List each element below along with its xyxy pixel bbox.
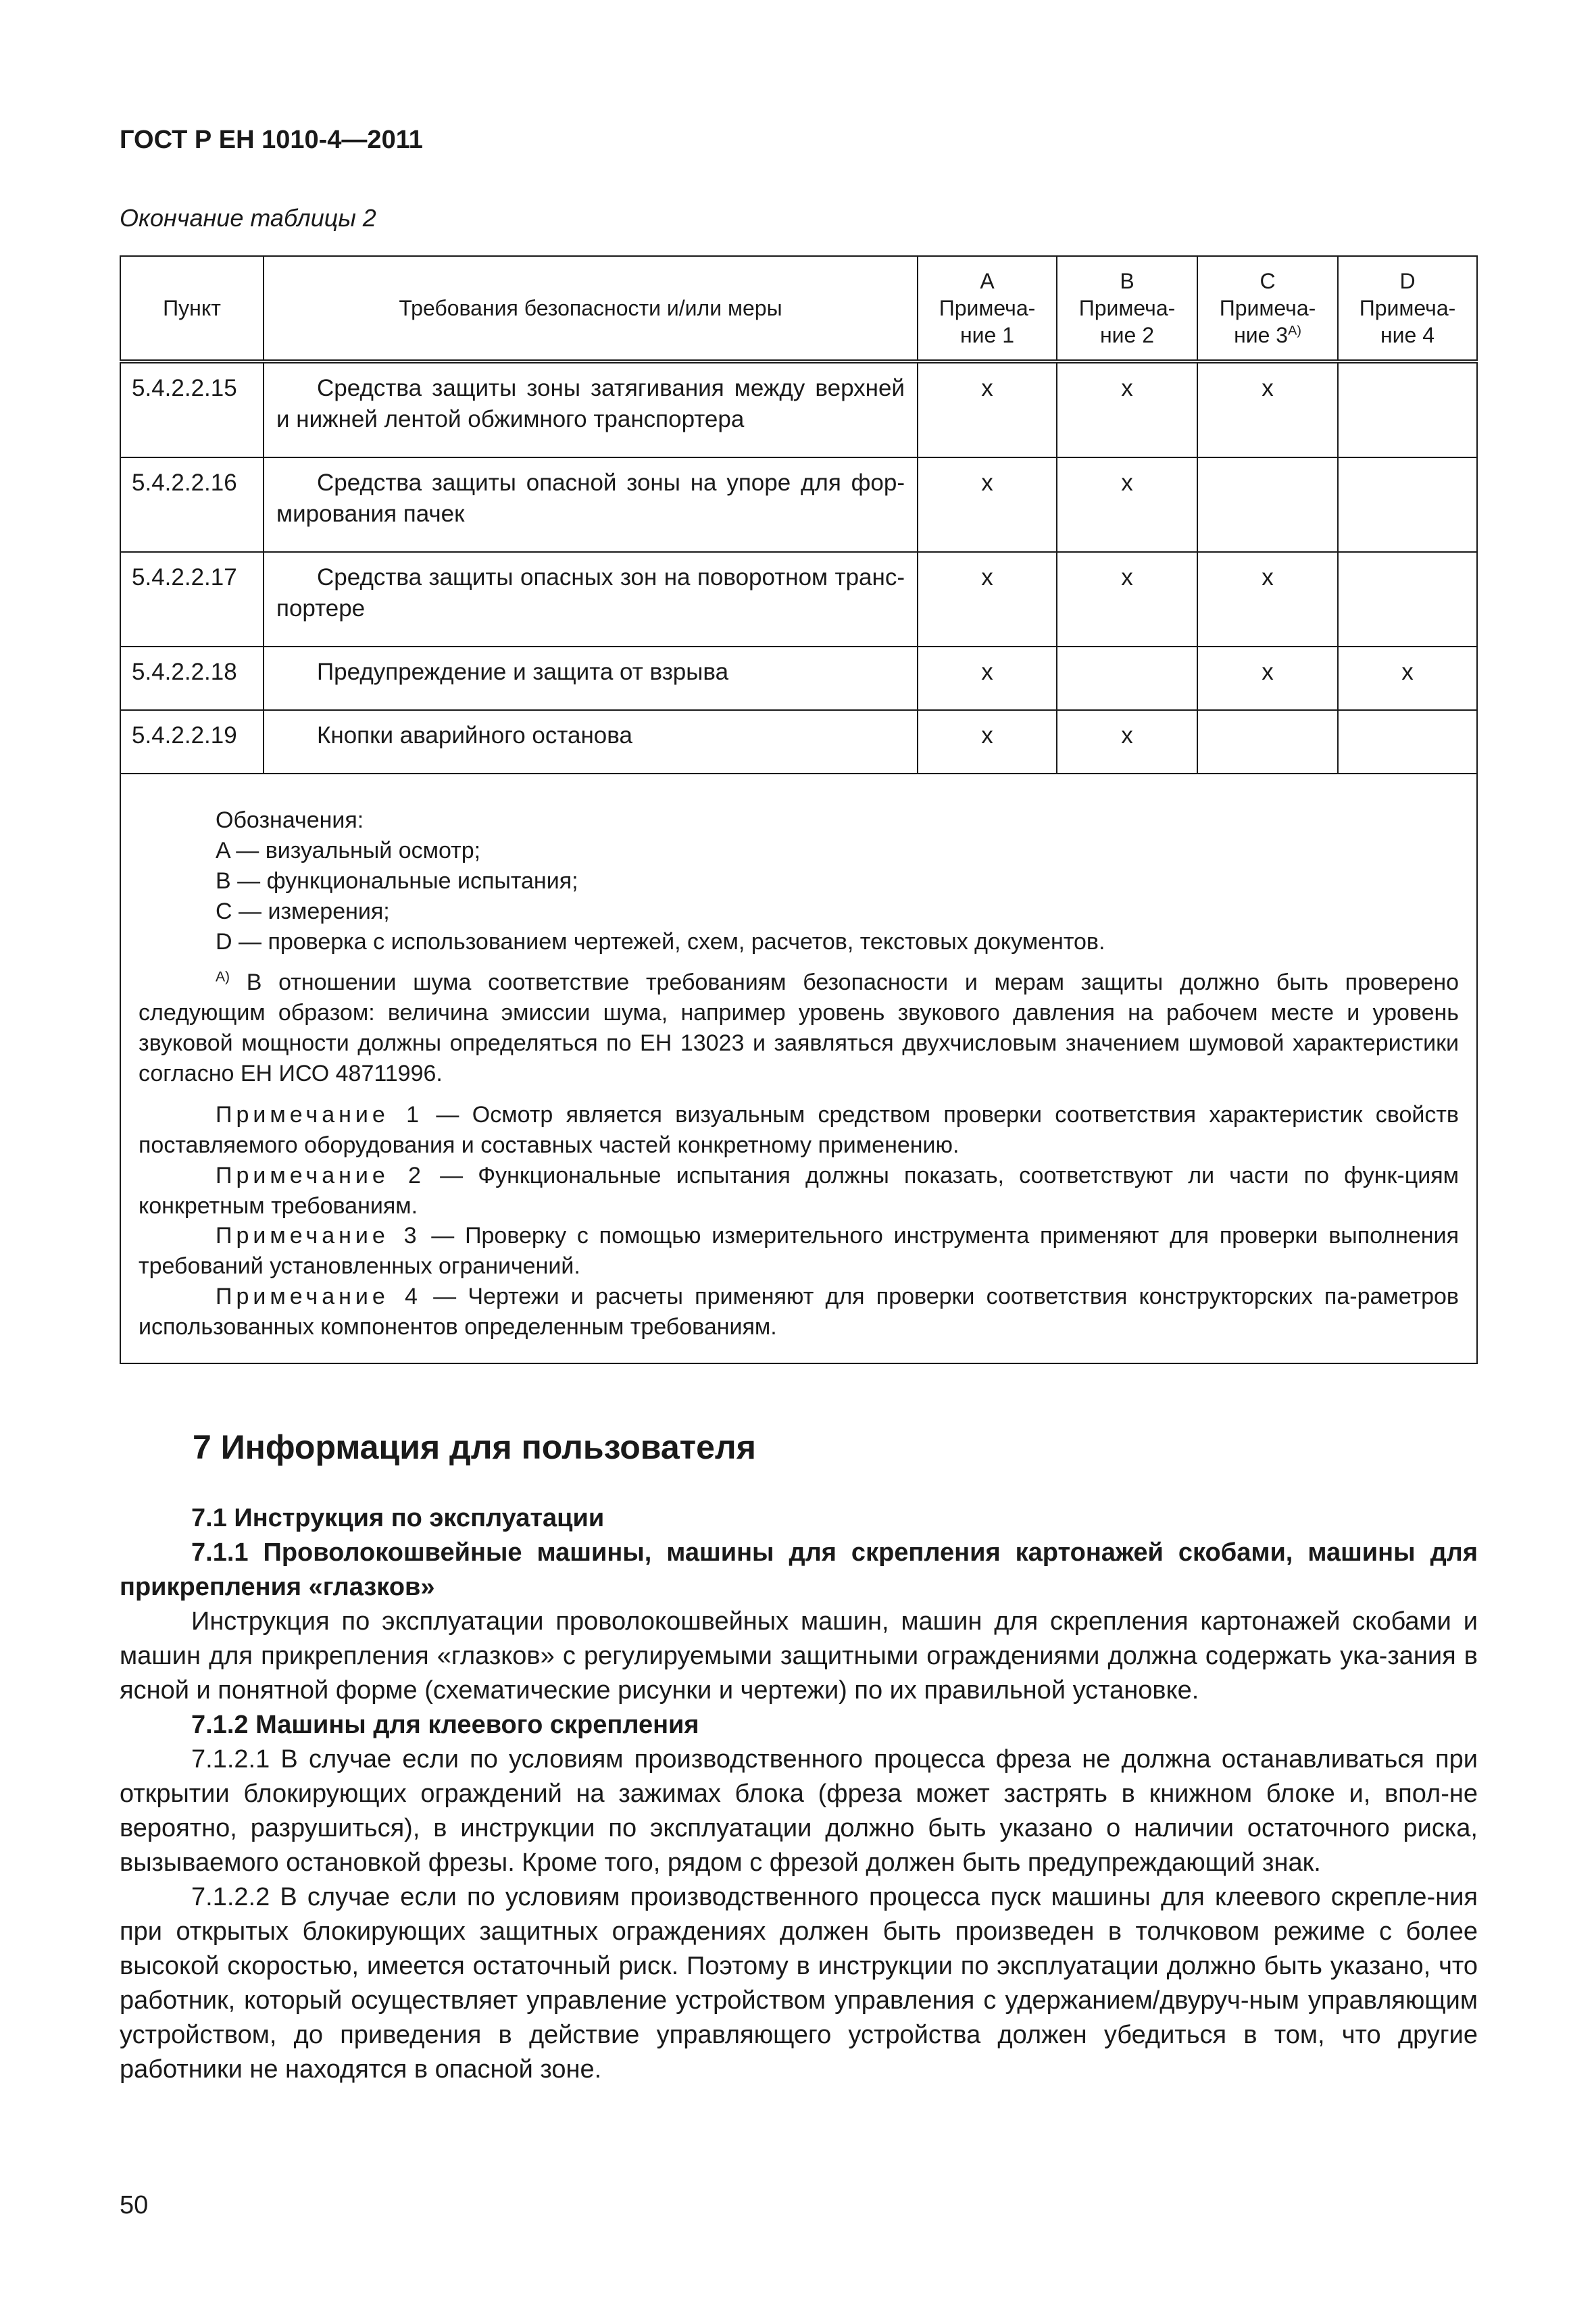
note-text: — Осмотр является визуальным средством проверки соответствия характеристик свойств поставляемого оборудования и составных частей конкретному применению. (139, 1101, 1459, 1158)
header-col-a (918, 256, 1057, 361)
row-clause: 5.4.2.2.18 (120, 647, 264, 710)
row-mark-d: x (1338, 647, 1477, 710)
header-col-a-note2: ние 1 (959, 323, 1015, 347)
header-col-a-letter: A (980, 269, 995, 293)
row-mark-a: x (918, 552, 1057, 647)
row-text: Предупреждение и защита от взрыва (264, 647, 918, 710)
header-col-d-note1: Примеча- (1359, 296, 1456, 320)
document-header: ГОСТ Р ЕН 1010-4—2011 (120, 126, 423, 154)
section-body (120, 1501, 1478, 2087)
table-header-row (120, 256, 1477, 361)
legend-item: D — проверка с использованием чертежей, схем, расчетов, текстовых документов. (216, 928, 1105, 955)
row-text: Кнопки аварийного останова (264, 710, 918, 774)
subsection-heading: 7.1.2 Машины для клеевого скрепления (191, 1711, 699, 1739)
row-mark-c (1197, 457, 1338, 552)
page-number: 50 (120, 2191, 149, 2219)
row-mark-d (1338, 457, 1477, 552)
header-col-c-note2: ние 3 (1234, 323, 1289, 347)
legend-list (139, 805, 1459, 957)
table-row (120, 552, 1477, 647)
legend-item: B — функциональные испытания; (216, 867, 578, 894)
row-text: Средства защиты опасных зон на поворотном транс-портере (264, 552, 918, 647)
table-legend (120, 774, 1477, 1363)
table-row (120, 457, 1477, 552)
row-mark-b: x (1057, 710, 1197, 774)
row-mark-b: x (1057, 457, 1197, 552)
body-paragraph: Инструкция по эксплуатации проволокошвейных машин, машин для скрепления картонажей скобами и машин для прикрепления «глазков» с регулируемыми защитными ограждениями должна содержать ука-зания в ясной и понятной форме (схематические рисунки и чертежи) по их правильной установке. (120, 1607, 1478, 1705)
header-col-d-letter: D (1399, 269, 1416, 293)
body-paragraph: 7.1.2.2 В случае если по условиям производственного процесса пуск машины для клеевого скрепле-ния при открытых блокирующих защитных ограждениях должен быть произведен в толчковом режиме с более высокой скоростью, имеется остаточный риск. Поэтому в инструкции по эксплуатации должно быть указано, что работник, который осуществляет управление устройством управления с удержанием/двуруч-ным управляющим устройством, до приведения в действие управляющего устройства должен убедиться в том, что другие работники не находятся в опасной зоне. (120, 1883, 1478, 2084)
row-text: Средства защиты опасной зоны на упоре для фор-мирования пачек (264, 457, 918, 552)
header-col-b-letter: B (1120, 269, 1134, 293)
legend-title: Обозначения: (216, 807, 364, 833)
table-row (120, 647, 1477, 710)
header-col-b-note2: ние 2 (1099, 323, 1155, 347)
header-col-d (1338, 256, 1477, 361)
table-row (120, 361, 1477, 457)
table-legend-row (120, 774, 1477, 1363)
header-col-a-note1: Примеча- (939, 296, 1036, 320)
header-clause: Пункт (120, 256, 264, 361)
header-col-c-letter: C (1260, 269, 1276, 293)
row-text: Средства защиты зоны затягивания между верхней и нижней лентой обжимного транспортера (264, 361, 918, 457)
footnote-text: В отношении шума соответствие требованиям безопасности и мерам защиты должно быть проверено следующим образом: величина эмиссии шума, например уровень звукового давления на рабочем месте и уровень звуковой мощности должны определяться по ЕН 13023 и заявляться двухчисловым значением шумовой характеристики согласно ЕН ИСО 48711996. (139, 970, 1459, 1086)
note-text: — Функциональные испытания должны показать, соответствуют ли части по функ-циям конкретным требованиям. (139, 1162, 1459, 1219)
note-label: Примечание 4 (216, 1284, 422, 1310)
note-text: — Чертежи и расчеты применяют для проверки соответствия конструкторских па-раметров использованных компонентов определенным требованиям. (139, 1284, 1459, 1340)
body-paragraph: 7.1.2.1 В случае если по условиям производственного процесса фреза не должна останавливаться при открытии блокирующих ограждений на зажимах блока (фреза может застрять в книжном блоке и, впол-не вероятно, разрушиться), в инструкции по эксплуатации должно быть указано о наличии остаточного риска, вызываемого остановкой фрезы. Кроме того, рядом с фрезой должен быть предупреждающий знак. (120, 1745, 1478, 1877)
subsection-heading: 7.1 Инструкция по эксплуатации (191, 1504, 605, 1532)
row-mark-a: x (918, 361, 1057, 457)
header-col-b-note1: Примеча- (1078, 296, 1176, 320)
header-col-c-note1: Примеча- (1219, 296, 1316, 320)
note (139, 1282, 1459, 1342)
row-clause: 5.4.2.2.15 (120, 361, 264, 457)
table-caption: Окончание таблицы 2 (120, 204, 376, 232)
header-col-c-note2-wrap (1203, 322, 1332, 349)
footnote (139, 967, 1459, 1089)
row-mark-c: x (1197, 361, 1338, 457)
row-clause: 5.4.2.2.19 (120, 710, 264, 774)
header-col-d-note2: ние 4 (1380, 323, 1435, 347)
row-mark-b (1057, 647, 1197, 710)
section-title: 7 Информация для пользователя (193, 1428, 756, 1466)
legend-item: C — измерения; (216, 898, 390, 924)
header-requirements: Требования безопасности и/или меры (264, 256, 918, 361)
note-label: Примечание 1 (216, 1101, 424, 1128)
row-mark-a: x (918, 457, 1057, 552)
row-mark-c: x (1197, 552, 1338, 647)
legend-item: A — визуальный осмотр; (216, 837, 481, 863)
row-mark-c: x (1197, 647, 1338, 710)
note (139, 1100, 1459, 1161)
header-col-c-footnote-ref: A) (1288, 323, 1301, 338)
row-mark-a: x (918, 710, 1057, 774)
row-mark-d (1338, 552, 1477, 647)
row-mark-d (1338, 710, 1477, 774)
header-col-b (1057, 256, 1197, 361)
note-label: Примечание 2 (216, 1162, 425, 1188)
row-clause: 5.4.2.2.17 (120, 552, 264, 647)
requirements-table (120, 255, 1478, 1364)
subsection-heading: 7.1.1 Проволокошвейные машины, машины для скрепления картонажей скобами, машины для прикрепления «глазков» (120, 1538, 1478, 1601)
row-clause: 5.4.2.2.16 (120, 457, 264, 552)
header-col-c (1197, 256, 1338, 361)
note (139, 1161, 1459, 1222)
note-text: — Проверку с помощью измерительного инструмента применяют для проверки выполнения требований установленных ограничений. (139, 1223, 1459, 1280)
footnote-mark: A) (216, 970, 230, 986)
note-label: Примечание 3 (216, 1223, 421, 1249)
row-mark-d (1338, 361, 1477, 457)
row-mark-b: x (1057, 361, 1197, 457)
note (139, 1221, 1459, 1282)
row-mark-c (1197, 710, 1338, 774)
table-row (120, 710, 1477, 774)
row-mark-b: x (1057, 552, 1197, 647)
row-mark-a: x (918, 647, 1057, 710)
